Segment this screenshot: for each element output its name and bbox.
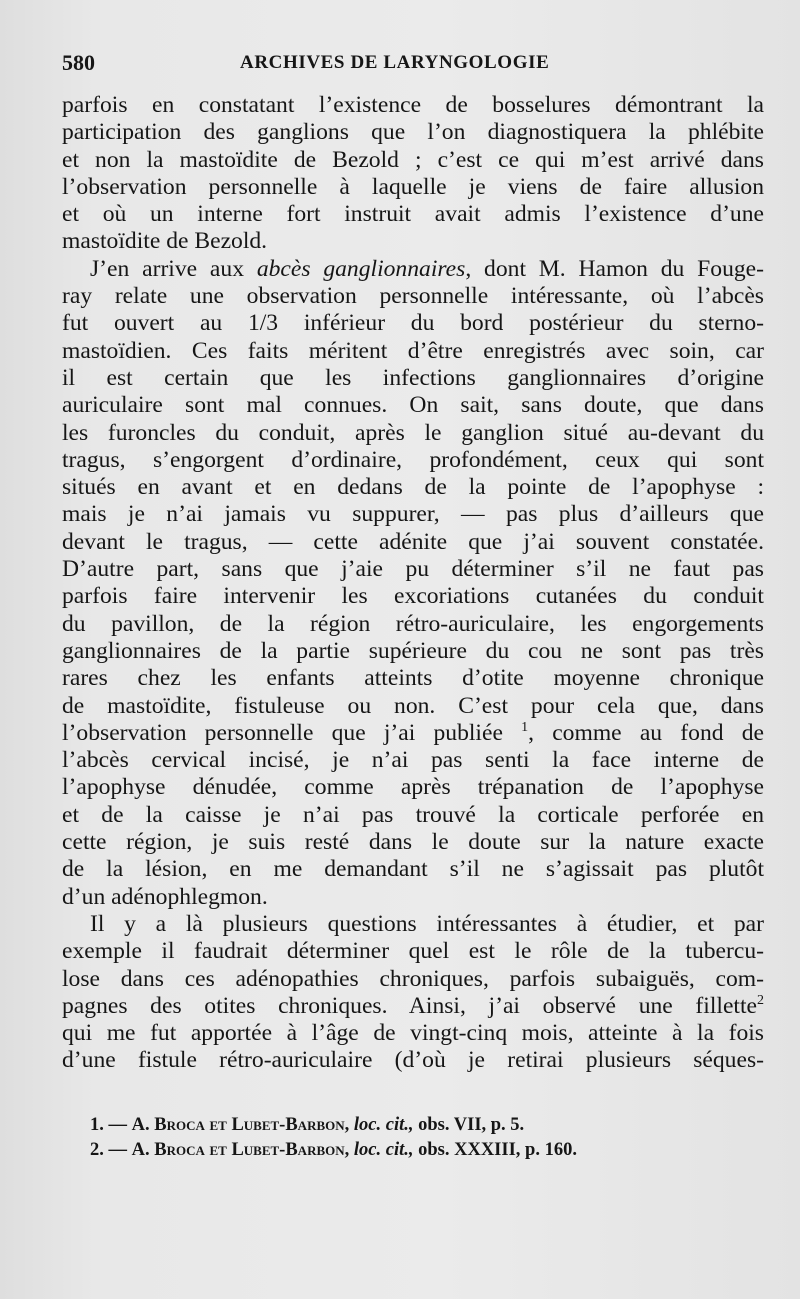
- text-line: devant le tragus, — cette adénite que j’ai souvent constatée.: [62, 528, 764, 555]
- footnote-authors: A. Broca et Lubet-Barbon,: [131, 1114, 350, 1135]
- footnote: [90, 1138, 764, 1163]
- text-line: [62, 993, 764, 1020]
- text-line: qui me fut apportée à l’âge de vingt-cinq mois, atteinte à la fois: [62, 1020, 764, 1047]
- footnote-ref: 2: [757, 992, 764, 1008]
- text-line: de mastoïdite, fistuleuse ou non. C’est pour cela que, dans: [62, 692, 764, 719]
- footnote-number: 2.: [90, 1139, 104, 1160]
- text-line: rares chez les enfants atteints d’otite moyenne chronique: [62, 665, 764, 692]
- text-line: ganglionnaires de la partie supérieure du cou ne sont pas très: [62, 637, 764, 664]
- text-line: l’apophyse dénudée, comme après trépanation de l’apophyse: [62, 774, 764, 801]
- text-line: Il y a là plusieurs questions intéressantes à étudier, et par: [90, 910, 764, 937]
- text-line: mais je n’ai jamais vu suppurer, — pas plus d’ailleurs que: [62, 501, 764, 528]
- footnote-number: 1.: [90, 1114, 104, 1135]
- footnote: [90, 1113, 764, 1138]
- text-line: mastoïdien. Ces faits méritent d’être enregistrés avec soin, car: [62, 337, 764, 364]
- text-line: tragus, s’engorgent d’ordinaire, profondément, ceux qui sont: [62, 446, 764, 473]
- footnote-dash: —: [108, 1114, 127, 1135]
- footnote-ref-text: obs. VII, p. 5.: [418, 1114, 525, 1135]
- text-line: et de la caisse je n’ai pas trouvé la corticale perforée en: [62, 801, 764, 828]
- text-line: d’un adénophlegmon.: [62, 883, 268, 910]
- text-line: lose dans ces adénopathies chroniques, parfois subaiguës, com-: [62, 965, 764, 992]
- text-line: fut ouvert au 1/3 inférieur du bord postérieur du sterno-: [62, 310, 764, 337]
- footnote-ref-text: obs. XXXIII, p. 160.: [418, 1139, 577, 1160]
- running-head: ARCHIVES DE LARYNGOLOGIE: [240, 52, 550, 73]
- text-line: de la lésion, en me demandant s’il ne s’agissait pas plutôt: [62, 856, 764, 883]
- text-segment: , comme au fond de: [528, 719, 764, 746]
- text-line: D’autre part, sans que j’aie pu déterminer s’il ne faut pas: [62, 556, 764, 583]
- text-line: mastoïdite de Bezold.: [62, 228, 268, 255]
- text-line: situés en avant et en dedans de la pointe de l’apophyse :: [62, 474, 764, 501]
- text-line: et non la mastoïdite de Bezold ; c’est ce qui m’est arrivé dans: [62, 146, 764, 173]
- italic-term: abcès ganglionnaires: [256, 255, 466, 282]
- text-line: il est certain que les infections ganglionnaires d’origine: [62, 364, 764, 391]
- text-line: exemple il faudrait déterminer quel est le rôle de la tubercu-: [62, 938, 764, 965]
- footnote-loc: loc. cit.,: [353, 1114, 414, 1135]
- text-line: et où un interne fort instruit avait admis l’existence d’une: [62, 201, 764, 228]
- footnote-dash: —: [108, 1139, 127, 1160]
- text-line: parfois en constatant l’existence de bosselures démontrant la: [62, 92, 764, 118]
- footnote-ref: 1: [521, 719, 529, 735]
- text-line: participation des ganglions que l’on diagnostiquera la phlébite: [62, 119, 764, 146]
- text-line: [62, 720, 764, 747]
- text-line: cette région, je suis resté dans le doute sur la nature exacte: [62, 829, 764, 856]
- text-segment: l’observation personnelle que j’ai publiée: [62, 719, 522, 746]
- text-line: auriculaire sont mal connues. On sait, sans doute, que dans: [62, 392, 764, 419]
- text-line: du pavillon, de la région rétro-auriculaire, les engorgements: [62, 610, 764, 637]
- text-segment: , dont M. Hamon du Fouge-: [465, 255, 764, 282]
- footnote-loc: loc. cit.,: [353, 1139, 414, 1160]
- text-line: l’abcès cervical incisé, je n’ai pas senti la face interne de: [62, 747, 764, 774]
- text-line: d’une fistule rétro-auriculaire (d’où je retirai plusieurs séques-: [62, 1047, 764, 1074]
- footnotes: [62, 1113, 764, 1163]
- body-text: [62, 92, 764, 1075]
- text-line: ray relate une observation personnelle intéressante, où l’abcès: [62, 283, 764, 310]
- text-segment: J’en arrive aux: [90, 255, 257, 282]
- text-line: parfois faire intervenir les excoriations cutanées du conduit: [62, 583, 764, 610]
- footnote-authors: A. Broca et Lubet-Barbon,: [131, 1139, 350, 1160]
- text-segment: pagnes des otites chroniques. Ainsi, j’ai observé une fillette: [62, 992, 757, 1019]
- page-number: 580: [62, 50, 95, 75]
- text-line: [62, 256, 764, 283]
- text-line: l’observation personnelle à laquelle je viens de faire allusion: [62, 173, 764, 200]
- page-header: [62, 44, 764, 84]
- text-line: les furoncles du conduit, après le ganglion situé au-devant du: [62, 419, 764, 446]
